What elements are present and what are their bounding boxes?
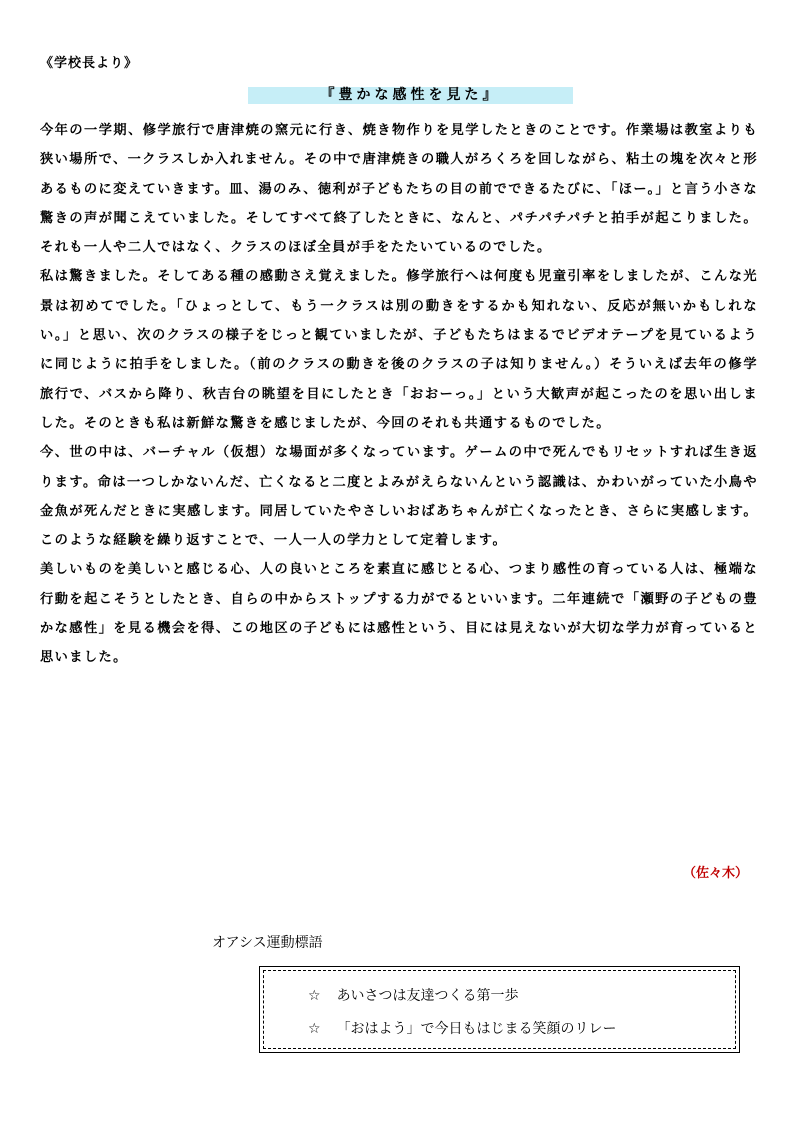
paragraph-4: 美しいものを美しいと感じる心、人の良いところを素直に感じとる心、つまり感性の育っている人は、極端な行動を起こそうとしたとき、自らの中からストップする力がでるといいます。二年連続で「瀬野の子どもの豊かな感性」を見る機会を得、この地区の子どもには感性という、目には見えないが大切な学力が育っていると思いました。 bbox=[40, 562, 758, 666]
slogan-text: あいさつは友達つくる第一歩 bbox=[336, 988, 519, 1004]
star-icon: ☆ bbox=[308, 988, 321, 1004]
article-title: 『豊かな感性を見た』 bbox=[248, 87, 573, 104]
star-icon: ☆ bbox=[308, 1021, 321, 1037]
paragraph-2: 私は驚きました。そしてある種の感動さえ覚えました。修学旅行へは何度も児童引率をしましたが、こんな光景は初めてでした。「ひょっとして、もう一クラスは別の動きをするかも知れない、反応が無いかもしれない。」と思い、次のクラスの様子をじっと観ていましたが、子どもたちはまるでビデオテープを見ているように同じように拍手をしました。（前のクラスの動きを後のクラスの子は知りません。）そういえば去年の修学旅行で、バスから降り、秋吉台の眺望を目にしたとき「おおーっ。」という大歓声が起こったのを思い出しました。そのときも私は新鮮な驚きを感じましたが、今回のそれも共通するものでした。 bbox=[40, 269, 758, 431]
paragraph-1: 今年の一学期、修学旅行で唐津焼の窯元に行き、焼き物作りを見学したときのことです。作業場は教室よりも狭い場所で、一クラスしか入れません。その中で唐津焼きの職人がろくろを回しながら、粘土の塊を次々と形あるものに変えていきます。皿、湯のみ、徳利が子どもたちの目の前でできるたびに、「ほー。」と言う小さな驚きの声が聞こえていました。そしてすべて終了したときに、なんと、パチパチパチと拍手が起こりました。それも一人や二人ではなく、クラスのほぼ全員が手をたたいているのでした。 bbox=[40, 123, 758, 256]
slogan-item bbox=[308, 1018, 617, 1038]
slogan-text: 「おはよう」で今日もはじまる笑顔のリレー bbox=[336, 1021, 617, 1037]
author-signature: （佐々木） bbox=[682, 866, 748, 881]
slogan-title: オアシス運動標語 bbox=[212, 935, 323, 951]
article-body bbox=[40, 116, 758, 673]
section-label: 《学校長より》 bbox=[40, 56, 139, 71]
slogan-item bbox=[308, 985, 519, 1005]
paragraph-3: 今、世の中は、バーチャル（仮想）な場面が多くなっています。ゲームの中で死んでもリセットすれば生き返ります。命は一つしかないんだ、亡くなると二度とよみがえらないんという認識は、かわいがっていた小鳥や金魚が死んだときに実感します。同居していたやさしいおばあちゃんが亡くなったとき、さらに実感します。このような経験を繰り返すことで、一人一人の学力として定着します。 bbox=[40, 445, 758, 549]
slogan-box bbox=[259, 966, 740, 1053]
